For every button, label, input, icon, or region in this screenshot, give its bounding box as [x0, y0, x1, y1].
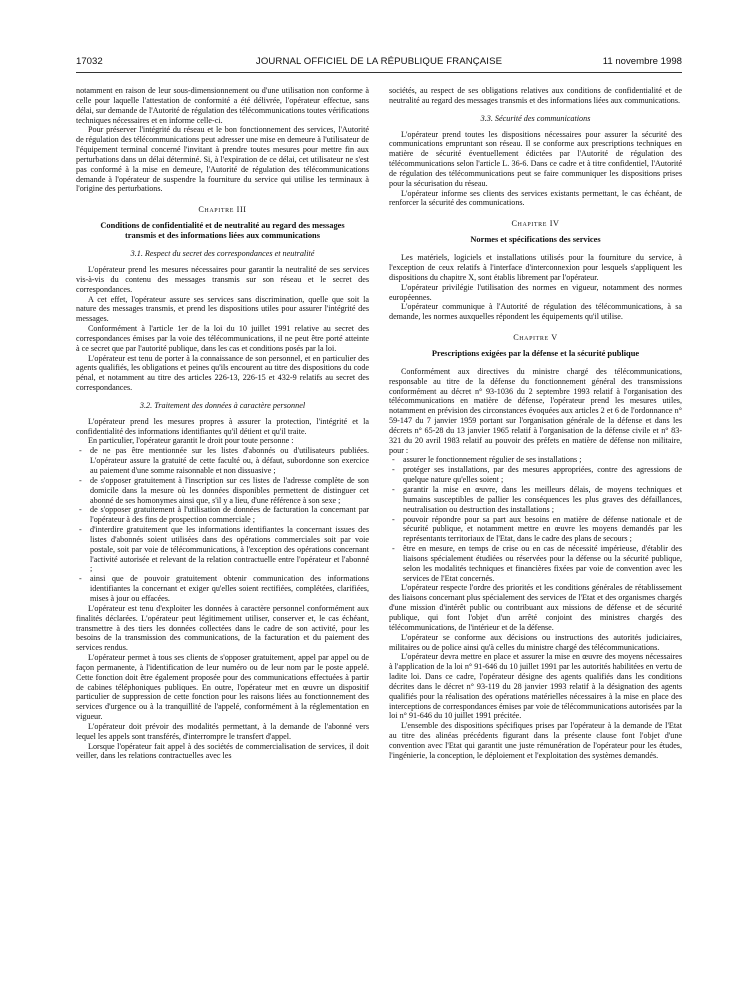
paragraph: L'opérateur prend les mesures nécessaires pour garantir la neutralité de ses services vis-à-vis du contenu des messages transmis sur son réseau et le secret des correspondances. — [76, 264, 369, 294]
list-item: - de s'opposer gratuitement à l'utilisation de données de facturation la concernant par l'opérateur à des fins de prospection commerciale ; — [76, 505, 369, 525]
paragraph: L'opérateur communique à l'Autorité de régulation des télécommunications, à sa demande, les normes auxquelles répondent les équipements qu'il utilise. — [389, 302, 682, 322]
paragraph: L'opérateur prend les mesures propres à assurer la protection, l'intégrité et la confidentialité des informations identifiantes qu'il détient et qu'il traite. — [76, 416, 369, 436]
chapter-label — [389, 219, 682, 229]
list-item: - pouvoir répondre pour sa part aux besoins en matière de défense nationale et de sécurité publique, et notamment mettre en œuvre les moyens demandés par les représentants territoriaux de l'Etat, dans le cadre des plans de secours ; — [389, 515, 682, 545]
paragraph: L'opérateur devra mettre en place et assurer la mise en œuvre des moyens nécessaires à l'application de la loi n° 91-646 du 10 juillet 1991 par les autorités habilitées en vertu de ladite loi. Dans ce cadre, l'opérateur désigne des agents qualifiés dans les conditions décrites dans le décret n° 93-119 du 28 janvier 1993 relatif à la désignation des agents qualifiés pour la réalisation des opérations matérielles nécessaires à la mise en place des interceptions de correspondances émises par voie de télécommunications autorisées par la loi n° 91-646 du 10 juillet 1991 précitée. — [389, 652, 682, 721]
paragraph: L'opérateur doit prévoir des modalités permettant, à la demande de l'abonné vers lequel les appels sont transférés, d'interrompre le transfert d'appel. — [76, 721, 369, 741]
rights-list — [76, 446, 369, 604]
section-3-1-title: 3.1. Respect du secret des correspondances et neutralité — [130, 249, 315, 259]
list-item: - ainsi que de pouvoir gratuitement obtenir communication des informations identifiantes la concernant et exiger qu'elles soient rectifiées, complétées, clarifiées, mises à jour ou effacées. — [76, 574, 369, 604]
paragraph: L'opérateur respecte l'ordre des priorités et les conditions générales de rétablissement des liaisons concernant plus spécialement des services de l'Etat et des organismes chargés d'une mission d'intérêt public ou contribuant aux missions de défense et de sécurité publique, qui font l'objet d'un arrêté conjoint des ministres chargés des télécommunications, de l'intérieur et de la défense. — [389, 583, 682, 632]
list-item: - être en mesure, en temps de crise ou en cas de nécessité impérieuse, d'établir des liaisons spécialement étudiées ou réservées pour la défense ou la sécurité publique, selon les modalités techniques et financières fixées par voie de convention avec les services de l'Etat concernés. — [389, 544, 682, 583]
list-item: - de ne pas être mentionnée sur les listes d'abonnés ou d'utilisateurs publiées. L'opérateur assure la gratuité de cette faculté ou, à défaut, subordonne son exercice au paiement d'une somme raisonnable et non dissuasive ; — [76, 446, 369, 476]
paragraph: L'opérateur est tenu de porter à la connaissance de son personnel, et en particulier des agents qualifiés, les obligations et peines qu'ils encourent au titre des dispositions du code pénal, et notamment au titre des articles 226-13, 226-15 et 432-9 relatifs au secret des correspondances. — [76, 353, 369, 393]
chapter-5-label: Chapitre V — [513, 333, 558, 343]
list-item: - garantir la mise en œuvre, dans les meilleurs délais, de moyens techniques et humains susceptibles de pallier les conséquences les plus graves des défaillances, neutralisation ou destruction des installations ; — [389, 485, 682, 515]
paragraph: L'ensemble des dispositions spécifiques prises par l'opérateur à la demande de l'Etat au titre des alinéas précédents figurant dans la présente clause font l'objet d'une convention avec l'Etat qui garantit une juste rémunération de l'opérateur pour les études, l'ingénierie, la conception, le déploiement et l'exploitation des systèmes demandés. — [389, 721, 682, 760]
paragraph: L'opérateur privilégie l'utilisation des normes en vigueur, notamment des normes européennes. — [389, 282, 682, 302]
journal-title: JOURNAL OFFICIEL DE LA RÉPUBLIQUE FRANÇAISE — [255, 56, 503, 67]
section-3-2-title: 3.2. Traitement des données à caractère personnel — [139, 400, 306, 410]
chapter-3-title: Conditions de confidentialité et de neutralité au regard des messages transmis et des informations liées aux communications — [100, 221, 345, 241]
chapter-3-label: Chapitre III — [198, 205, 247, 215]
chapter-5-title: Prescriptions exigées par la défense et la sécurité publique — [431, 348, 640, 358]
paragraph: Lorsque l'opérateur fait appel à des sociétés de commercialisation de services, il doit veiller, dans les relations contractuelles avec les — [76, 741, 369, 761]
paragraph: Les matériels, logiciels et installations utilisés pour la fourniture du service, à l'exception de ceux relatifs à l'interface d'interconnexion pour lesquels s'appliquent les dispositions du chapitre X, sont établis librement par l'opérateur. — [389, 253, 682, 282]
chapter-label — [389, 333, 682, 343]
paragraph: Pour préserver l'intégrité du réseau et le bon fonctionnement des services, l'Autorité de régulation des télécommunications peut adresser une mise en demeure à l'utilisateur de l'équipement terminal concerné l'invitant à prendre toutes mesures pour mettre fin aux perturbations dans un délai déterminé. Si, à l'expiration de ce délai, cet utilisateur ne s'est pas conformé à la mise en demeure, l'Autorité de régulation des télécommunications demande à l'opérateur de suspendre la fourniture du service qui utilise les terminaux à l'origine des perturbations. — [76, 125, 369, 194]
issue-date: 11 novembre 1998 — [602, 56, 682, 67]
paragraph: En particulier, l'opérateur garantit le droit pour toute personne : — [88, 436, 294, 446]
paragraph: L'opérateur est tenu d'exploiter les données à caractère personnel conformément aux finalités déclarées. L'opérateur peut légitimement utiliser, conserver et, le cas échéant, transmettre à des tiers les données collectées dans le cadre de son activité, pour les besoins de la transmission des communications, de la facturation et du paiement des services rendus. — [76, 603, 369, 653]
page-number: 17032 — [76, 56, 103, 67]
paragraph: L'opérateur permet à tous ses clients de s'opposer gratuitement, appel par appel ou de façon permanente, à l'identification de leur numéro ou de leur nom par le poste appelé. Cette fonction doit être également proposée pour des communications effectuées à partir de cabines téléphoniques publiques. En outre, l'opérateur met en œuvre un dispositif particulier de suppression de cette fonction pour les raisons liées au fonctionnement des services d'urgence ou à la tranquillité de l'appelé, conformément à la réglementation en vigueur. — [76, 653, 369, 722]
paragraph: A cet effet, l'opérateur assure ses services sans discrimination, quelle que soit la nature des messages transmis, et prend les dispositions utiles pour assurer l'intégrité des messages. — [76, 294, 369, 324]
paragraph: sociétés, au respect de ses obligations relatives aux conditions de confidentialité et de neutralité au regard des messages transmis et des informations liées aux communications. — [389, 86, 682, 105]
paragraph: L'opérateur prend toutes les dispositions nécessaires pour assurer la sécurité des communications empruntant son réseau. Il se conforme aux prescriptions techniques en matière de sécurité éventuellement édictées par l'Autorité de régulation des télécommunications selon l'article L. 36-6. Dans ce cadre et à titre confidentiel, l'Autorité de régulation des télécommunications peut se faire communiquer les dispositions prises pour la sécurisation du réseau. — [389, 129, 682, 188]
paragraph: Conformément à l'article 1er de la loi du 10 juillet 1991 relative au secret des correspondances émises par la voie des télécommunications, il ne peut être porté atteinte à ce secret que par l'autorité publique, dans les cas et conditions posés par la loi. — [76, 324, 369, 353]
left-column — [76, 86, 369, 990]
list-item: - assurer le fonctionnement régulier de ses installations ; — [389, 455, 682, 465]
paragraph: L'opérateur se conforme aux décisions ou instructions des autorités judiciaires, militaires ou de police ainsi qu'à celles du ministre chargé des télécommunications. — [389, 632, 682, 652]
paragraph: Conformément aux directives du ministre chargé des télécommunications, responsable au titre de la défense du fonctionnement général des transmissions conformément au décret n° 93-1036 du 2 septembre 1993 relatif à l'organisation des télécommunications en matière de défense, l'opérateur prend les mesures utiles, notamment en prévision des circonstances évoquées aux articles 2 et 6 de l'ordonnance n° 59-147 du 7 janvier 1959 portant sur l'organisation générale de la défense et dans les décrets n° 65-28 du 13 janvier 1965 relatif à l'organisation de la défense civile et n° 83-321 du 20 avril 1983 relatif au pouvoir des préfets en matière de défense non militaire, pour : — [389, 366, 682, 455]
chapter-4-title: Normes et spécifications des services — [470, 235, 601, 245]
paragraph: notamment en raison de leur sous-dimensionnement ou d'une utilisation non conforme à celle pour laquelle l'attestation de conformité a été délivrée, l'opérateur effectue, sans délai, sur demande de l'Autorité de régulation des télécommunications toutes vérifications techniques nécessaires et en informe celle-ci. — [76, 86, 369, 125]
chapter-4-label: Chapitre IV — [511, 219, 560, 229]
page-header — [76, 56, 682, 70]
header-rule — [76, 72, 682, 73]
list-item: - d'interdire gratuitement que les informations identifiantes la concernant issues des listes d'abonnés soient utilisées dans des opérations commerciales soit par voie postale, soit par voie de télécommunications, à l'exception des opérations concernant l'activité autorisée et relevant de la relation contractuelle entre l'opérateur et l'abonné ; — [76, 525, 369, 574]
right-column — [389, 86, 682, 990]
paragraph: L'opérateur informe ses clients des services existants permettant, le cas échéant, de renforcer la sécurité des communications. — [389, 188, 682, 208]
defense-measures-list — [389, 455, 682, 583]
two-column-body — [76, 86, 682, 990]
section-3-3-title: 3.3. Sécurité des communications — [480, 113, 591, 123]
list-item: - de s'opposer gratuitement à l'inscription sur ces listes de l'adresse complète de son domicile dans la mesure où les données disponibles permettent de distinguer cet abonné de ses homonymes ainsi que, s'il y a lieu, d'une référence à son sexe ; — [76, 476, 369, 506]
chapter-label — [76, 205, 369, 215]
list-item: - protéger ses installations, par des mesures appropriées, contre des agressions de quelque nature qu'elles soient ; — [389, 465, 682, 485]
